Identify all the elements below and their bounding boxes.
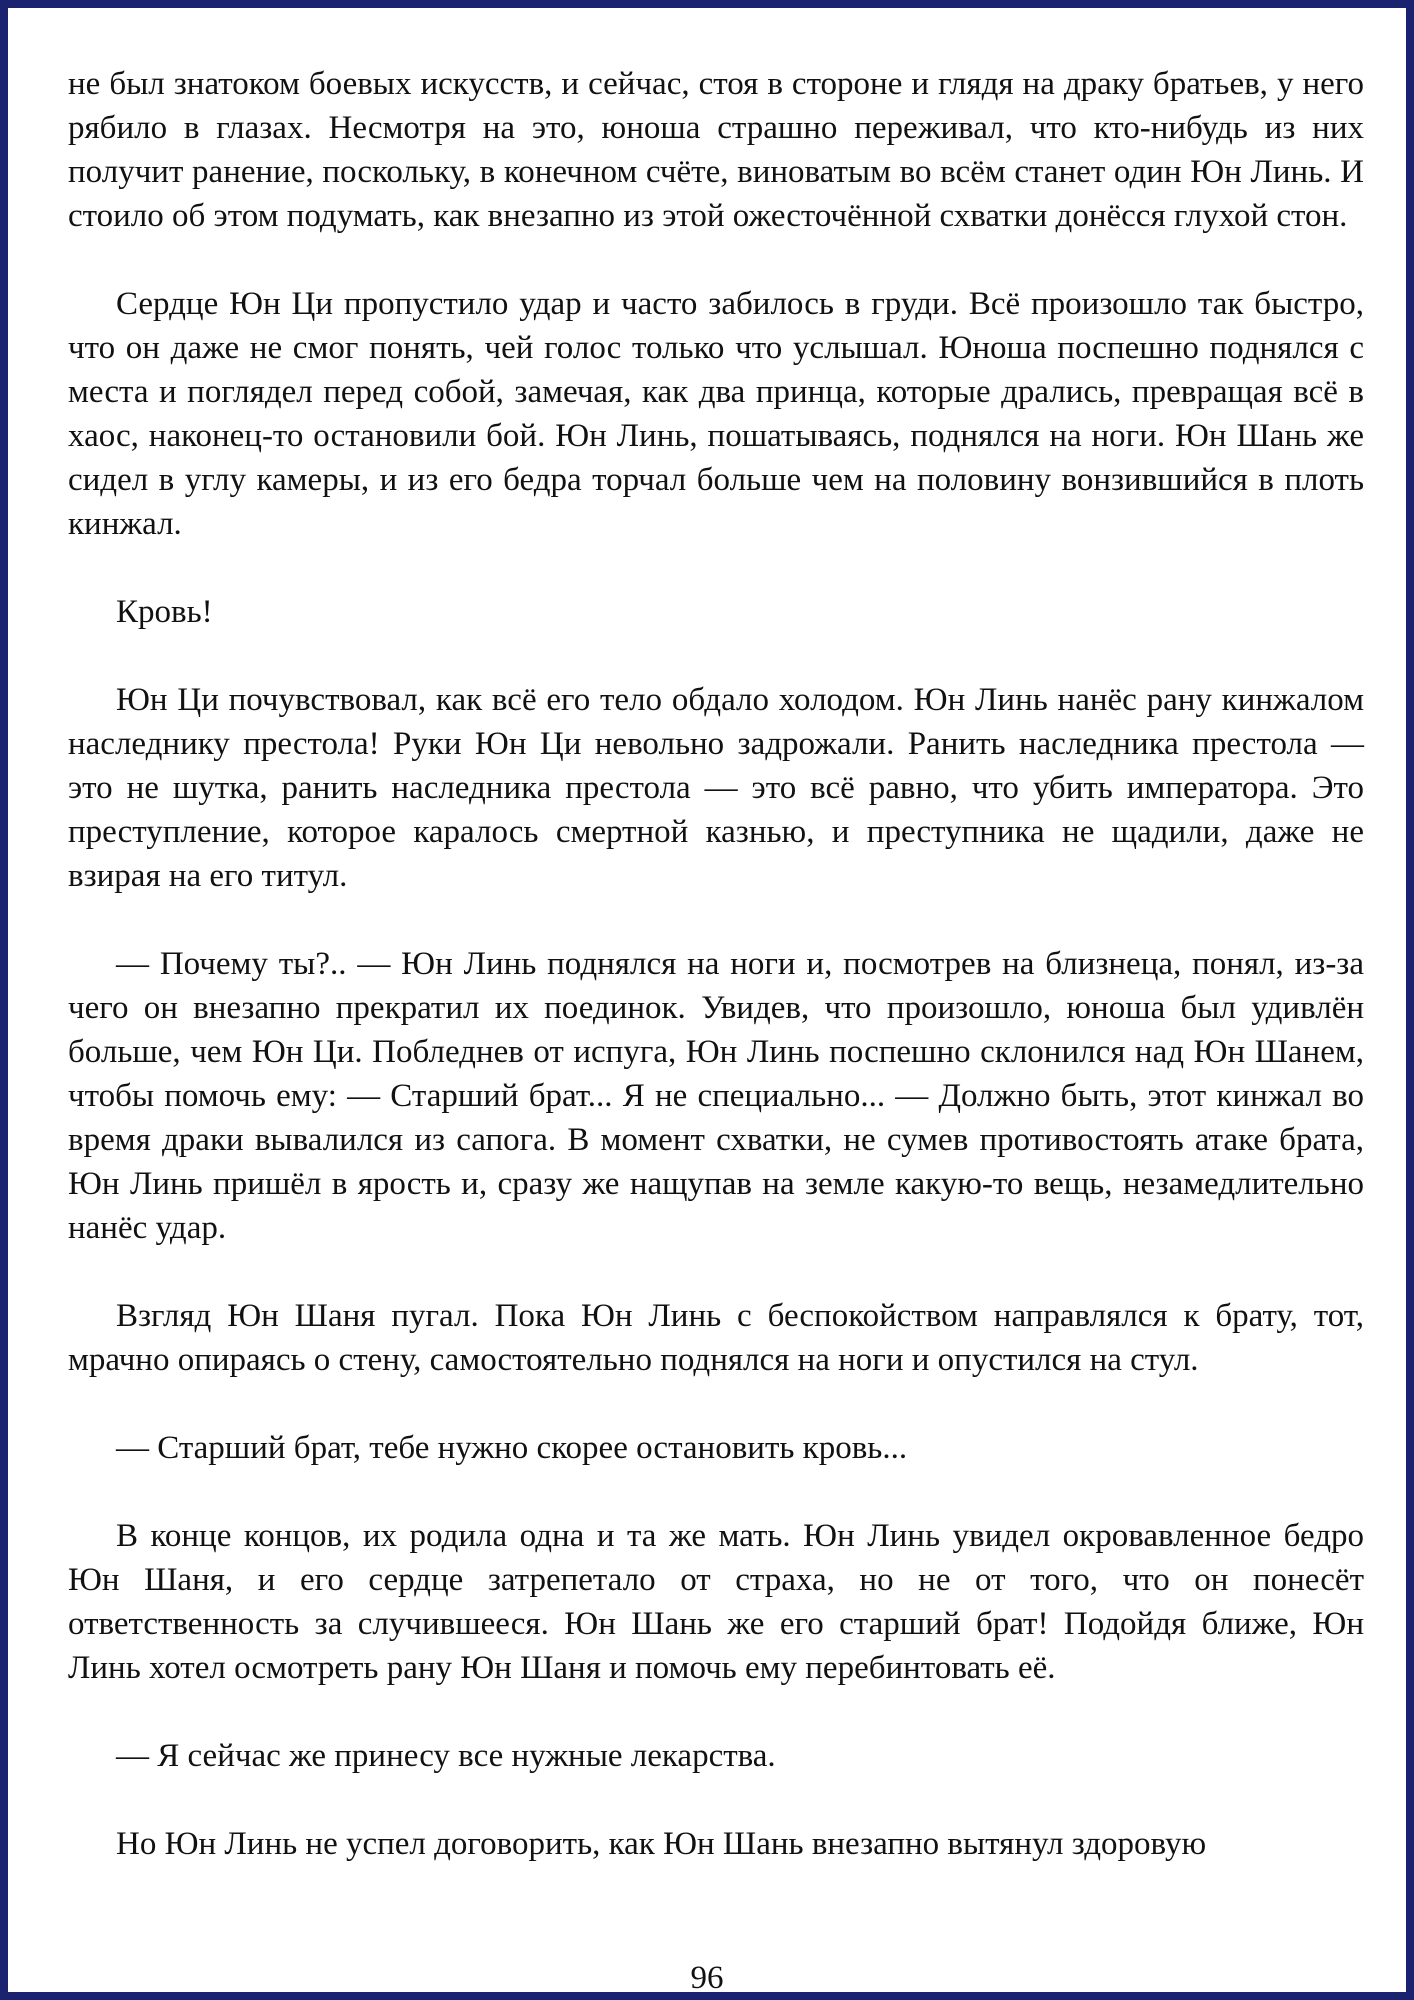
paragraph-6: Взгляд Юн Шаня пугал. Пока Юн Линь с беспокойством направлялся к брату, тот, мрачно опираясь о стену, самостоятельно поднялся на ноги и опустился на стул. (68, 1298, 1364, 1378)
paragraph-5: — Почему ты?.. — Юн Линь поднялся на ноги и, посмотрев на близнеца, понял, из-за чего он внезапно прекратил их поединок. Увидев, что произошло, юноша был удивлён больше, чем Юн Ци. Побледнев от испуга, Юн Линь поспешно склонился над Юн Шанем, чтобы помочь ему: — Старший брат... Я не специально... — Должно быть, этот кинжал во время драки вывалился из сапога. В момент схватки, не сумев противостоять атаке брата, Юн Линь пришёл в ярость и, сразу же нащупав на земле какую-то вещь, незамедлительно нанёс удар. (68, 946, 1364, 1246)
paragraph-9: — Я сейчас же принесу все нужные лекарства. (116, 1738, 776, 1774)
paragraph-2: Сердце Юн Ци пропустило удар и часто забилось в груди. Всё произошло так быстро, что он даже не смог понять, чей голос только что услышал. Юноша поспешно поднялся с места и поглядел перед собой, замечая, как два принца, которые дрались, превращая всё в хаос, наконец-то остановили бой. Юн Линь, пошатываясь, поднялся на ноги. Юн Шань же сидел в углу камеры, и из его бедра торчал больше чем на половину вонзившийся в плоть кинжал. (68, 286, 1364, 542)
paragraph-7: — Старший брат, тебе нужно скорее остановить кровь... (116, 1430, 908, 1466)
paragraph-1: не был знатоком боевых искусств, и сейчас, стоя в стороне и глядя на драку братьев, у него рябило в глазах. Несмотря на это, юноша страшно переживал, что кто-нибудь из них получит ранение, поскольку, в конечном счёте, виноватым во всём станет один Юн Линь. И стоило об этом подумать, как внезапно из этой ожесточённой схватки донёсся глухой стон. (68, 66, 1364, 234)
paragraph-10: Но Юн Линь не успел договорить, как Юн Шань внезапно вытянул здоровую (116, 1826, 1207, 1862)
paragraph-3: Кровь! (116, 594, 213, 630)
paragraph-8: В конце концов, их родила одна и та же мать. Юн Линь увидел окровавленное бедро Юн Шаня, и его сердце затрепетало от страха, но не от того, что он понесёт ответственность за случившееся. Юн Шань же его старший брат! Подойдя ближе, Юн Линь хотел осмотреть рану Юн Шаня и помочь ему перебинтовать её. (68, 1518, 1364, 1686)
paragraph-4: Юн Ци почувствовал, как всё его тело обдало холодом. Юн Линь нанёс рану кинжалом наследнику престола! Руки Юн Ци невольно задрожали. Ранить наследника престола — это не шутка, ранить наследника престола — это всё равно, что убить императора. Это преступление, которое каралось смертной казнью, и преступника не щадили, даже не взирая на его титул. (68, 682, 1364, 894)
page-number: 96 (690, 1960, 724, 1996)
page-text-body (68, 62, 1364, 1866)
